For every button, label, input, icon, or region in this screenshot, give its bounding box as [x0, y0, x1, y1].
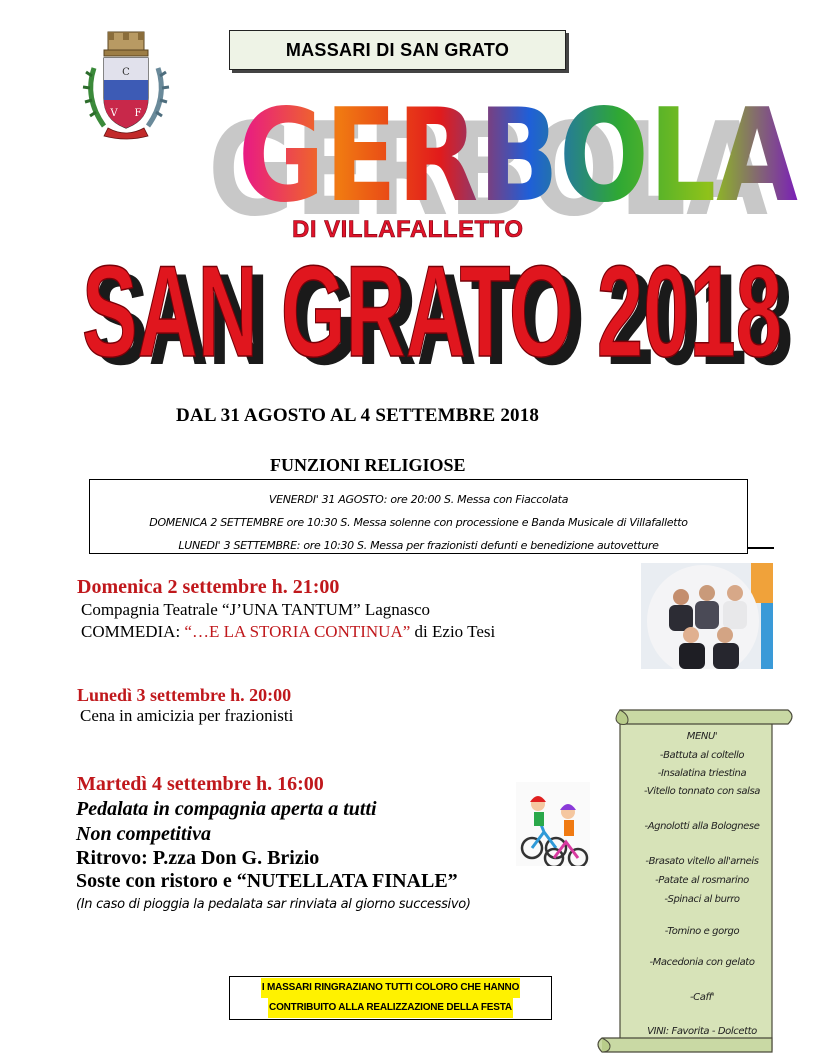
event-2-heading: Lunedì 3 settembre h. 20:00 [77, 685, 292, 705]
thanks-line-2: CONTRIBUITO ALLA REALIZZAZIONE DELLA FESTA [268, 998, 513, 1018]
event-1-heading: Domenica 2 settembre h. 21:00 [77, 576, 340, 598]
event-3-meeting-point: Ritrovo: P.zza Don G. Brizio [76, 847, 320, 869]
event-3-rain-note: (In caso di pioggia la pedalata sar rinviata al giorno successivo) [76, 897, 471, 912]
gerbola-shadow: GERBOLA [208, 96, 768, 222]
menu-item: -Tomino e gorgo [664, 926, 740, 937]
event-3-line-2: Non competitiva [76, 823, 211, 845]
crest-letter-v: V [110, 108, 118, 119]
event-1-company: Compagnia Teatrale “J’UNA TANTUM” Lagnasco [81, 600, 430, 619]
menu-item: -Agnolotti alla Bolognese [644, 821, 760, 832]
funzioni-line-3: LUNEDI' 3 SETTEMBRE: ore 10:30 S. Messa per frazionisti defunti e benedizione autovetture [178, 539, 659, 552]
event-1-comedy-prefix: COMMEDIA: [81, 622, 185, 641]
menu-item: -Battuta al coltello [659, 750, 745, 761]
funzioni-line-1: VENERDI' 31 AGOSTO: ore 20:00 S. Messa con Fiaccolata [268, 493, 569, 506]
event-1-comedy-author: di Ezio Tesi [410, 622, 496, 641]
san-grato-shadow: SAN GRATO 2018 [93, 246, 793, 372]
menu-wines: VINI: Favorita - Dolcetto [647, 1026, 757, 1037]
san-grato-text: SAN GRATO 2018 [82, 238, 782, 372]
menu-item: -Patate al rosmarino [655, 875, 749, 886]
festival-dates: DAL 31 AGOSTO AL 4 SETTEMBRE 2018 [176, 405, 540, 426]
menu-title: MENU' [686, 731, 718, 742]
header-title: MASSARI DI SAN GRATO [285, 39, 510, 60]
coat-of-arms-icon [78, 28, 174, 140]
theater-company-photo [641, 563, 773, 669]
menu-item: -Vitello tonnato con salsa [644, 786, 760, 797]
thanks-line-1: I MASSARI RINGRAZIANO TUTTI COLORO CHE HANNO [261, 978, 520, 998]
divider [748, 547, 774, 549]
gerbola-wordart [180, 72, 806, 222]
event-3-line-1: Pedalata in compagnia aperta a tutti [76, 798, 377, 820]
menu-item: -Caff' [689, 992, 715, 1003]
san-grato-wordart [66, 236, 798, 372]
thanks-box [229, 976, 552, 1020]
event-2-description: Cena in amicizia per frazionisti [80, 706, 294, 725]
crest-letter-f: F [134, 108, 142, 119]
event-1-comedy [81, 622, 495, 642]
menu-item: -Brasato vitello all'arneis [645, 856, 759, 867]
funzioni-line-2: DOMENICA 2 SETTEMBRE ore 10:30 S. Messa solenne con processione e Banda Musicale di Villafalletto [149, 516, 688, 529]
event-1-comedy-title: “…E LA STORIA CONTINUA” [184, 622, 411, 641]
event-3-heading: Martedì 4 settembre h. 16:00 [77, 773, 324, 795]
subtitle-villafalletto: DI VILLAFALLETTO [292, 216, 524, 243]
funzioni-title: FUNZIONI RELIGIOSE [270, 455, 466, 475]
header-title-box [229, 30, 566, 70]
event-3-stops: Soste con ristoro e “NUTELLATA FINALE” [76, 870, 458, 892]
menu-item: -Spinaci al burro [664, 894, 740, 905]
bicycle-kids-icon [516, 782, 590, 866]
gerbola-text: GERBOLA [238, 82, 798, 222]
crest-letter-c: C [122, 67, 130, 78]
menu-item: -Macedonia con gelato [649, 957, 755, 968]
funzioni-box [89, 479, 748, 554]
menu-item: -Insalatina triestina [657, 768, 747, 779]
